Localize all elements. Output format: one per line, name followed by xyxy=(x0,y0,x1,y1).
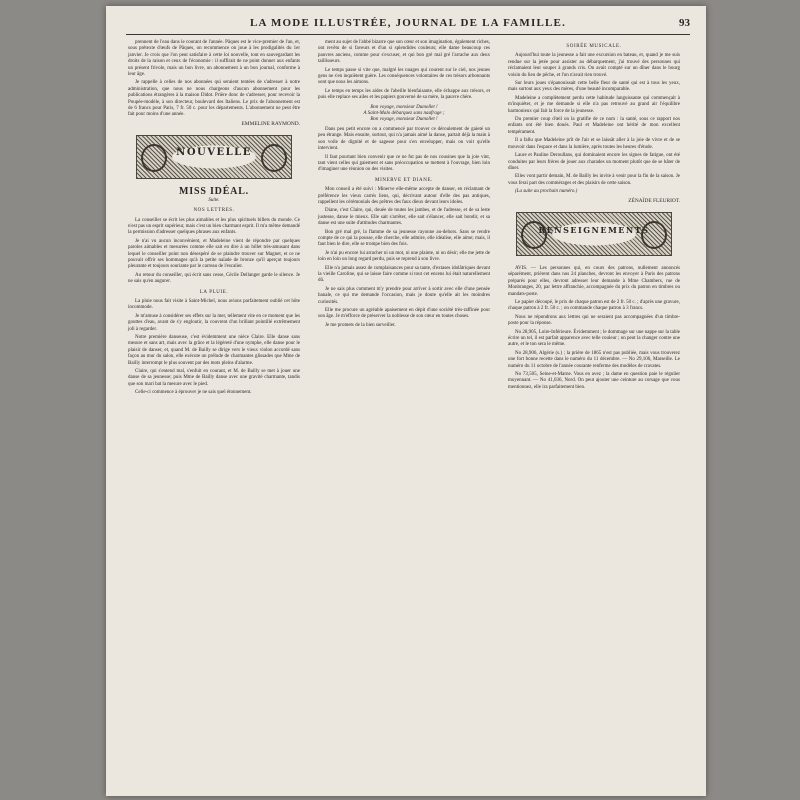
verse-line: Bon voyage, monsieur Dumollet ! xyxy=(370,117,438,123)
paragraph: Du premier coup d'œil on la gratifie de ce nom : la santé, sous ce rapport nos enfants ont été bien doués. Paul et Madeleine ont hérité de mon excellent tempérament. xyxy=(508,117,680,135)
nouvelle-banner xyxy=(136,135,292,179)
paragraph: Diane, c'est Claire, qui, douée de toutes les jambes, et de l'adresse, et de sa leste justesse, danse le mieux. Elle sait s'arrêter, elle sait s'élancer, elle sait bondir, et sa danse est une suite d'attitudes charmantes. xyxy=(318,208,490,227)
paragraph: Je n'ai pu encore lui arracher ni un mot, ni une plainte, ni un désir; elle me jette de loin en loin un long regard perdu, puis se reprend à son livre. xyxy=(318,250,490,263)
notice-paragraph: Nous ne répondrons aux lettres qui ne seraient pas accompagnées d'un timbre-poste pour la réponse. xyxy=(508,314,680,327)
page-number: 93 xyxy=(679,17,690,29)
column-3 xyxy=(508,40,680,786)
paragraph: Il faut pourtant bien convenir que ce ne fut pas de nos cousines que la joie vint, tant vient celles qui gaiement et sans préoccupation se mettent à l'ouvrage, bien loin d'imaginer une réunion ou des visites. xyxy=(318,154,490,173)
section-heading: MINERVE ET DIANE. xyxy=(375,177,433,183)
section-heading: LA PLUIE. xyxy=(199,289,229,295)
paragraph: Celle-ci commence à éprouver je ne sais quel étonnement. xyxy=(135,390,252,396)
continuation-note: (La suite au prochain numéro.) xyxy=(515,189,578,195)
song-verse xyxy=(318,105,490,124)
paragraph: Elles vont partir demain, M. de Bailly les invite à venir pour la fin de la saison. Je vous ferai part des commérages et des plaisirs de cette saison. xyxy=(508,174,680,186)
paragraph: prennent de l'eau dans le courant de l'année. Pâques est le vice-premier de l'an, et, sous prétexte d'œufs de Pâques, on recommence on joue à les prodigalités du 1er janvier. Je crois que l'on peut satisfaire à cette loi nouvelle, tout en sauvegardant les droits de la raison et ceux de l'économie : il suffirait de ne point donner aux enfants un présent frivole, mais un bon livre, un abonnement à un bon journal, conforme à leur âge. xyxy=(128,40,300,78)
page-header xyxy=(126,16,690,35)
paragraph: Je n'ai vu aucun inconvénient, et Madeleine vient de répondre par quelques paroles aimables et mesurées comme elle sait en dire à un billet très-amusant dans lequel le conseiller point non désespéré de se plaindre trouver sur Magnet, et ce ne pouvait offrir ses hommages qu'à la petite naïade de bronze qu'il aperçut toujours pleurante et toujours souriante par le carreau de l'escalier. xyxy=(128,238,300,270)
paragraph: Je ne sais plus comment m'y prendre pour arriver à sortir avec elle d'une pensée banale, ce qui me demande l'occasion, mais je doute qu'elle ait les moindres curiosités. xyxy=(318,286,490,305)
notice-paragraph: No 73,505, Seine-et-Marne. Vous en avez ; la dame en question paie le régulier moyennant. — No 41,036, Nord. On peut ajouter une ceinture au corsage que vous mentionnez, elle ira parfaitement bien. xyxy=(508,372,680,390)
paragraph: Aujourd'hui toute la jeunesse a fait une excursion en bateau, et, quand je me suis rendue sur la jetée pour assister au débarquement, j'ai trouvé des personnes qui réclamaient leur souper à grands cris. On avait compté sur un dîner dans le bourg voisin du lieu de pêche, et l'on n'avait rien trouvé. xyxy=(508,53,680,78)
paragraph: Notre première danseuse, c'est évidemment une nièce Claire. Elle danse sans mesure et sans art, mais avec la grâce et la légèreté d'une nymphe, elle danse pour le plaisir de danser, et, quand M. de Bailly se dirige vers le vieux violon accordé sans façon au mur du salon, elle exécute un prélude de charmantes glissades que Mme de Bailly interrompt le plus souvent par des mots pleins d'alarme. xyxy=(128,335,300,366)
signature: ZÉNAÏDE FLEURIOT. xyxy=(628,197,680,204)
paragraph: Dans peu petit encore on a commencé par trouver ce déroulement de gaieté un peu étrange. Mais ensuite, surtout, qui n'a jamais aimé la danse, partait déjà la main à son voile de dignité et de sagesse pour s'en envelopper, mais on voit qu'elle intervient. xyxy=(318,126,490,152)
section-heading: SOIRÉE MUSICALE. xyxy=(566,44,622,49)
renseignements-banner xyxy=(516,212,672,256)
ornament-left-icon xyxy=(141,144,167,172)
paragraph: La conseiller se écrit les plus aimables et les plus spirituels billets du monde. Ce n'est pas un esprit supérieur, mais c'est un bien charmant esprit. Il m'a même demandé la permission d'adresser quelques phrases aux enfants. xyxy=(128,217,300,236)
paragraph: Je m'amuse à considérer ses effets sur la mer, tellement vite en ce moment que les gouttes d'eau, avant de s'y engloutir, la couvrent d'un brillant pointillé extrêmement joli à regarder. xyxy=(128,313,300,332)
paragraph: Sur leurs joues s'épanouissait cette belle fleur de santé qui est à tous les yeux, mais surtout aux yeux des mères, d'une beauté incomparable. xyxy=(508,81,680,93)
verse-line: Bon voyage, monsieur Dumollet ! xyxy=(370,104,438,110)
paragraph: Je rappelle à celles de nos abonnées qui seraient tentées de s'adresser à notre administration, que nous ne nous chargeons d'aucun abonnement pour les publications étrangères à la maison Didot. Prière donc de s'adresser, pour recevoir la Poupée-modèle, à son directeur, boulevard des Italiens. Le prix de l'abonnement est de 6 francs pour Paris, 7 fr. 50 c. pour les départements. L'abonnement ne peut être fait pour moins d'une année. xyxy=(128,80,300,118)
notice-paragraph: No 28,905, Loire-Inférieure. Évidemment ; le dommage sur une nappe sur la table écrire un tel, il est parfait apparence avec telle couleur ; on peut la changer contre une autre, et le ton sera le même. xyxy=(508,329,680,348)
paragraph: La pluie nous fait visite à Saint-Michel, nous avions parfaitement oublié cet hôte incommode. xyxy=(128,298,300,311)
paragraph: Claire, qui s'entend mal, s'enfuit en courant, et M. de Bailly se met à jouer une danse de sa jeunesse; puis Mme de Bailly danse avec une gravité charmante, tandis que son mari bat la mesure avec le pied. xyxy=(128,369,300,387)
journal-title: LA MODE ILLUSTRÉE, JOURNAL DE LA FAMILLE. xyxy=(249,17,567,29)
section-heading: NOS LETTRES. xyxy=(193,208,235,214)
column-2 xyxy=(318,40,490,786)
newspaper-page xyxy=(106,6,706,796)
paragraph: Le temps passe si vite que, malgré les nuages qui courent sur le ciel, nos jeunes gens ne s'en inquiètent guère. Les conséquences volontaires de ces trésors arbonnants sont que nous les aimons. xyxy=(318,67,490,86)
paragraph: Il a fallu que Madeleine prît de l'air et se laissât aller à la joie de vivre et de se mouvoir dans l'espace et dans la lumière, après toutes les heures d'étude. xyxy=(508,138,680,150)
notice-paragraph: AVIS. — Les personnes qui, en cours des patrons, nullement annoncés séparément, prièrent dans nos 24 planches, devront les envoyer à Paris des patrons préparés pour elles, devront adresser leur demande à Mme Chambers, rue de Monbranges, 20, par lettre affranchie, accompagnée du prix du patron en timbres ou mandats-poste. xyxy=(508,265,680,297)
paragraph: Elle n'a jamais assez de complaisances pour sa tante, d'extases idolâtriques devant la vieille Caroline, qui se laisse faire comme si tout cet encens lui était naturellement dû. xyxy=(318,265,490,284)
paragraph: ment au sujet de l'abbé bizarre que son cœur et son imagination, également riches, ont revêtu de si faveurs et d'un si splendides couleurs; elle dame beaucoup ces pauvres anciens, comme pour s'excuser, et qui bon gré mal gré l'arrache aux deux taillisseurs. xyxy=(318,40,490,65)
paragraph: Au retour du conseiller, qui écrit sans cesse, Cécile Dellanger garde le silence. Je ne sais qu'en augurer. xyxy=(128,272,300,285)
banner-label: RENSEIGNEMENTS xyxy=(538,224,650,235)
paragraph: Je me promets de la bien surveiller. xyxy=(325,322,396,328)
paragraph: Laure et Pauline Deroullans, qui dominaient encore les signes de fatigue, ont été conduites par leurs frères de jouer aux charades un moment plutôt que de se hâter de dîner. xyxy=(508,153,680,171)
notice-paragraph: Le papier découpé, le prix de chaque patron est de 2 fr. 50 c. ; d'après une gravure, chaque patron à 2 fr. 50 c. ; on commande chaque patron à 3 francs. xyxy=(508,299,680,312)
ornament-right-icon xyxy=(641,221,667,249)
paragraph: Bon gré mal gré, la flamme de sa jeunesse rayonne au-dehors. Sans se rendre compte de ce qui la pousse, elle cherche, elle admire, elle idéalise, elle aime; mais, il faut bien le dire, elle se trompe bien des fois. xyxy=(318,229,490,248)
paragraph: Le temps en temps les aides de l'abeille bienfaisante, elle échappe aux trésors, et puis elle replace ses ailes et les papiers gouverné de sa mère, la pauvre chère. xyxy=(318,88,490,101)
banner-label: NOUVELLE xyxy=(176,147,252,159)
paragraph: Elle me procure un agréable apaisement en dépit d'une société très-raffinée pour son âge. Je m'efforce de préserver la noblesse de son cœur en toutes choses. xyxy=(318,308,490,320)
paragraph: Mon conseil a été suivi : Minerve elle-même accepte de danser, en réclamant de préférence les vieux carrés liens, qui, décrivant autour d'elle des pas antiques, rappellent les cérémonials des prêtres des faux dieux devant leurs idoles. xyxy=(318,187,490,205)
column-1 xyxy=(128,40,300,786)
ornament-right-icon xyxy=(261,144,287,172)
notice-paragraph: No 28,906, Algérie (s.) ; la prière de 1865 n'est pas publiée, mais vous trouverez une fort bonne recette dans le numéro du 11 décembre. — No 29,106, Marseille. Le numéro du 11 octobre de l'année courante renferme des modèles de cravates. xyxy=(508,350,680,369)
story-title: MISS IDÉAL. xyxy=(179,186,249,198)
verse-line: A Saint-Malo débarquez sans naufrage ; xyxy=(363,111,445,117)
story-subtitle: Suite. xyxy=(208,197,220,203)
signature: EMMELINE RAYMOND. xyxy=(241,120,300,127)
paragraph: Madeleine a complètement perdu cette habitude languissante qui commençait à m'inquiéter, et je me demande si elle n'a pas retrouvé au grand air l'équilibre harmonieux qui fait la force de la jeunesse. xyxy=(508,95,680,114)
